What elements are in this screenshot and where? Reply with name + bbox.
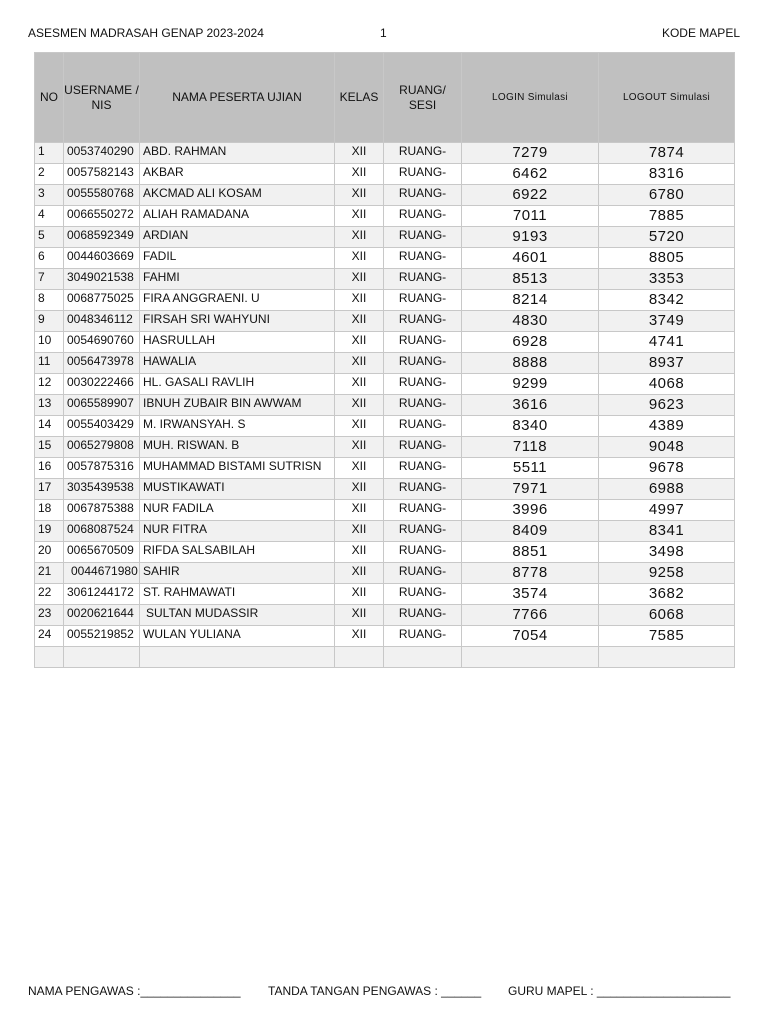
cell-ruang: RUANG- [384,164,462,185]
cell-nama: FIRSAH SRI WAHYUNI [140,311,335,332]
cell-nis: 0055580768 [64,185,140,206]
cell-logout: 3682 [599,584,735,605]
cell-kelas: XII [335,584,384,605]
cell-logout: 9623 [599,395,735,416]
cell-logout: 3749 [599,311,735,332]
table-row [35,605,735,626]
table-row [35,269,735,290]
cell-login: 7054 [462,626,599,647]
cell-login: 8888 [462,353,599,374]
cell-nis: 0068775025 [64,290,140,311]
cell-ruang: RUANG- [384,269,462,290]
cell-ruang: RUANG- [384,206,462,227]
cell-nama: ST. RAHMAWATI [140,584,335,605]
cell-login: 6928 [462,332,599,353]
cell-login: 3616 [462,395,599,416]
cell-login: 5511 [462,458,599,479]
cell-logout: 4389 [599,416,735,437]
cell-nama: FAHMI [140,269,335,290]
cell-nis: 0055219852 [64,626,140,647]
cell-ruang: RUANG- [384,605,462,626]
cell-kelas: XII [335,332,384,353]
cell-logout: 8316 [599,164,735,185]
cell-nis: 0055403429 [64,416,140,437]
cell-login: 3574 [462,584,599,605]
col-header-login: LOGIN Simulasi [462,53,599,143]
cell-ruang: RUANG- [384,374,462,395]
cell-ruang: RUANG- [384,311,462,332]
cell-logout: 5720 [599,227,735,248]
participant-table [34,52,735,668]
cell-no: 9 [35,311,64,332]
cell-login: 7971 [462,479,599,500]
guru-mapel-line: GURU MAPEL : ____________________ [508,984,731,998]
cell-nama: FADIL [140,248,335,269]
cell-no: 16 [35,458,64,479]
cell-no: 12 [35,374,64,395]
cell-kelas: XII [335,563,384,584]
cell-login: 4830 [462,311,599,332]
cell-nis: 0057875316 [64,458,140,479]
cell-nama: HL. GASALI RAVLIH [140,374,335,395]
cell-kelas: XII [335,143,384,164]
cell-logout: 3353 [599,269,735,290]
cell-ruang: RUANG- [384,395,462,416]
cell-logout: 6068 [599,605,735,626]
cell-nis: 0068087524 [64,521,140,542]
pengawas-name-line: NAMA PENGAWAS :_______________ [28,984,241,998]
cell-no: 11 [35,353,64,374]
cell-ruang: RUANG- [384,563,462,584]
table-row [35,500,735,521]
cell-nama: ARDIAN [140,227,335,248]
cell-nis: 0067875388 [64,500,140,521]
cell-empty [140,647,335,668]
cell-no: 3 [35,185,64,206]
cell-no: 24 [35,626,64,647]
cell-ruang: RUANG- [384,416,462,437]
cell-kelas: XII [335,227,384,248]
cell-logout: 8341 [599,521,735,542]
cell-nama: WULAN YULIANA [140,626,335,647]
cell-logout: 9048 [599,437,735,458]
cell-no: 17 [35,479,64,500]
col-header-ruang: RUANG/ SESI [384,53,462,143]
cell-ruang: RUANG- [384,437,462,458]
cell-nama: SULTAN MUDASSIR [140,605,335,626]
cell-nis: 0065670509 [64,542,140,563]
cell-ruang: RUANG- [384,332,462,353]
cell-login: 6462 [462,164,599,185]
cell-kelas: XII [335,458,384,479]
cell-nama: M. IRWANSYAH. S [140,416,335,437]
table-row [35,206,735,227]
cell-kelas: XII [335,374,384,395]
cell-ruang: RUANG- [384,143,462,164]
cell-no: 6 [35,248,64,269]
cell-kelas: XII [335,185,384,206]
table-row [35,185,735,206]
cell-ruang: RUANG- [384,458,462,479]
signature-footer [28,984,740,1000]
cell-nis: 0044603669 [64,248,140,269]
cell-no: 23 [35,605,64,626]
cell-no: 5 [35,227,64,248]
cell-empty [599,647,735,668]
cell-no: 19 [35,521,64,542]
table-row [35,521,735,542]
cell-logout: 9678 [599,458,735,479]
cell-logout: 8805 [599,248,735,269]
cell-ruang: RUANG- [384,185,462,206]
table-row [35,311,735,332]
cell-empty [462,647,599,668]
cell-kelas: XII [335,395,384,416]
cell-logout: 6780 [599,185,735,206]
table-row [35,374,735,395]
cell-nama: RIFDA SALSABILAH [140,542,335,563]
cell-kelas: XII [335,353,384,374]
cell-no: 20 [35,542,64,563]
cell-logout: 8937 [599,353,735,374]
col-header-nama: NAMA PESERTA UJIAN [140,53,335,143]
cell-kelas: XII [335,311,384,332]
cell-nis: 0065589907 [64,395,140,416]
cell-empty [335,647,384,668]
table-row [35,395,735,416]
cell-no: 22 [35,584,64,605]
cell-nis: 0053740290 [64,143,140,164]
cell-login: 4601 [462,248,599,269]
cell-ruang: RUANG- [384,626,462,647]
cell-kelas: XII [335,269,384,290]
cell-logout: 7885 [599,206,735,227]
cell-kelas: XII [335,164,384,185]
cell-nis: 0030222466 [64,374,140,395]
cell-ruang: RUANG- [384,500,462,521]
table-row-empty [35,647,735,668]
cell-logout: 4068 [599,374,735,395]
table-row [35,479,735,500]
cell-empty [35,647,64,668]
cell-empty [384,647,462,668]
cell-nama: AKCMAD ALI KOSAM [140,185,335,206]
cell-kelas: XII [335,290,384,311]
pengawas-signature-line: TANDA TANGAN PENGAWAS : ______ [268,984,482,998]
cell-kelas: XII [335,542,384,563]
cell-kelas: XII [335,206,384,227]
table-row [35,227,735,248]
cell-no: 15 [35,437,64,458]
cell-kelas: XII [335,479,384,500]
cell-nis: 0068592349 [64,227,140,248]
cell-login: 7011 [462,206,599,227]
table-row [35,584,735,605]
cell-login: 8214 [462,290,599,311]
cell-nama: FIRA ANGGRAENI. U [140,290,335,311]
table-row [35,143,735,164]
cell-no: 4 [35,206,64,227]
cell-empty [64,647,140,668]
cell-login: 9193 [462,227,599,248]
cell-nama: MUHAMMAD BISTAMI SUTRISN [140,458,335,479]
cell-login: 8851 [462,542,599,563]
table-row [35,164,735,185]
cell-logout: 3498 [599,542,735,563]
page-header [28,26,740,42]
cell-no: 7 [35,269,64,290]
table-row [35,416,735,437]
cell-no: 21 [35,563,64,584]
cell-nis: 0020621644 [64,605,140,626]
cell-nama: SAHIR [140,563,335,584]
col-header-kelas: KELAS [335,53,384,143]
cell-no: 18 [35,500,64,521]
page-number: 1 [380,26,387,40]
cell-nis: 3035439538 [64,479,140,500]
cell-nama: ALIAH RAMADANA [140,206,335,227]
cell-ruang: RUANG- [384,227,462,248]
cell-ruang: RUANG- [384,584,462,605]
cell-nis: 3049021538 [64,269,140,290]
cell-login: 7118 [462,437,599,458]
cell-ruang: RUANG- [384,521,462,542]
cell-login: 8340 [462,416,599,437]
col-header-logout: LOGOUT Simulasi [599,53,735,143]
cell-logout: 7874 [599,143,735,164]
cell-nama: MUH. RISWAN. B [140,437,335,458]
cell-ruang: RUANG- [384,290,462,311]
cell-logout: 8342 [599,290,735,311]
cell-nama: NUR FITRA [140,521,335,542]
cell-kelas: XII [335,248,384,269]
cell-no: 10 [35,332,64,353]
cell-login: 9299 [462,374,599,395]
cell-nis: 0066550272 [64,206,140,227]
cell-nis: 0056473978 [64,353,140,374]
cell-ruang: RUANG- [384,248,462,269]
cell-nis: 0057582143 [64,164,140,185]
cell-nama: IBNUH ZUBAIR BIN AWWAM [140,395,335,416]
cell-kelas: XII [335,416,384,437]
cell-ruang: RUANG- [384,542,462,563]
cell-ruang: RUANG- [384,479,462,500]
table-header-row [35,53,735,143]
cell-login: 7279 [462,143,599,164]
cell-logout: 6988 [599,479,735,500]
kode-mapel-label: KODE MAPEL [661,26,740,40]
cell-no: 8 [35,290,64,311]
cell-no: 13 [35,395,64,416]
cell-login: 8513 [462,269,599,290]
cell-kelas: XII [335,500,384,521]
table-row [35,248,735,269]
table-row [35,542,735,563]
table-body [35,143,735,668]
table-row [35,458,735,479]
cell-login: 8409 [462,521,599,542]
cell-kelas: XII [335,626,384,647]
table-row [35,437,735,458]
table-row [35,353,735,374]
table-row [35,563,735,584]
cell-no: 14 [35,416,64,437]
col-header-username: USERNAME / NIS [64,53,140,143]
cell-nis: 3061244172 [64,584,140,605]
col-header-no: NO [35,53,64,143]
cell-login: 6922 [462,185,599,206]
cell-no: 2 [35,164,64,185]
cell-nama: AKBAR [140,164,335,185]
cell-ruang: RUANG- [384,353,462,374]
cell-kelas: XII [335,437,384,458]
cell-kelas: XII [335,605,384,626]
cell-login: 7766 [462,605,599,626]
cell-nama: MUSTIKAWATI [140,479,335,500]
cell-logout: 9258 [599,563,735,584]
table-row [35,332,735,353]
cell-nama: HAWALIA [140,353,335,374]
cell-login: 8778 [462,563,599,584]
cell-nama: NUR FADILA [140,500,335,521]
cell-logout: 7585 [599,626,735,647]
cell-nis: 0065279808 [64,437,140,458]
cell-no: 1 [35,143,64,164]
cell-nis: 0054690760 [64,332,140,353]
cell-kelas: XII [335,521,384,542]
cell-logout: 4741 [599,332,735,353]
cell-logout: 4997 [599,500,735,521]
table-row [35,290,735,311]
cell-login: 3996 [462,500,599,521]
document-title: ASESMEN MADRASAH GENAP 2023-2024 [28,26,264,40]
cell-nama: ABD. RAHMAN [140,143,335,164]
cell-nis: 0048346112 [64,311,140,332]
cell-nis: 0044671980 [64,563,140,584]
cell-nama: HASRULLAH [140,332,335,353]
table-row [35,626,735,647]
